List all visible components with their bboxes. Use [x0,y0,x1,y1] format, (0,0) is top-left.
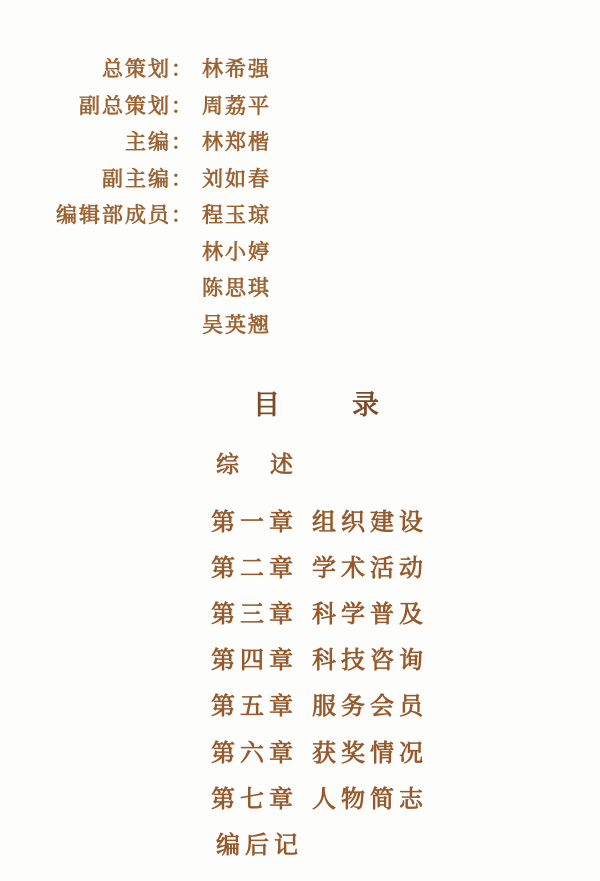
toc-entry [211,681,600,727]
staff-row [0,306,600,343]
chapter-number: 第一章 [211,509,298,536]
chapter-number: 第五章 [211,694,298,721]
person-name: 程玉琼 [202,203,271,228]
toc-entry [216,819,600,865]
toc-entry [211,496,600,542]
chapter-number: 第二章 [211,555,298,582]
chapter-title: 获奖情况 [312,740,428,767]
toc-overview-entry: 综 述 [216,452,297,477]
toc-title: 目 录 [253,390,385,420]
person-name: 林郑楷 [202,130,271,155]
role-label: 编辑部成员： [56,203,194,228]
staff-row [0,160,600,197]
toc-entry [211,773,600,819]
person-name: 林小婷 [202,239,271,264]
role-label: 主编： [125,130,194,155]
chapter-number: 第七章 [211,786,298,813]
staff-row [0,87,600,124]
person-name: 林希强 [202,57,271,82]
staff-row [0,269,600,306]
table-of-contents-section [0,392,600,866]
toc-entry [211,635,600,681]
person-name: 刘如春 [202,166,271,191]
toc-entry [211,588,600,634]
toc-entry [211,727,600,773]
staff-credits-section [0,0,600,342]
staff-row [0,196,600,233]
chapter-title: 科学普及 [312,601,428,628]
person-name: 吴英翘 [202,312,271,337]
staff-row [0,233,600,270]
role-label: 副主编： [102,166,194,191]
role-label: 副总策划： [79,93,194,118]
staff-row [0,123,600,160]
chapter-title: 科技咨询 [312,648,428,675]
person-name: 周荔平 [202,93,271,118]
chapter-number: 第六章 [211,740,298,767]
toc-entry [211,542,600,588]
person-name: 陈思琪 [202,276,271,301]
chapter-title: 编后记 [216,832,303,859]
staff-row [0,50,600,87]
chapter-title: 学术活动 [312,555,428,582]
chapter-title: 服务会员 [312,694,428,721]
chapter-number: 第四章 [211,648,298,675]
chapter-title: 组织建设 [312,509,428,536]
chapter-title: 人物简志 [312,786,428,813]
toc-entries [0,496,600,866]
chapter-number: 第三章 [211,601,298,628]
role-label: 总策划： [102,57,194,82]
